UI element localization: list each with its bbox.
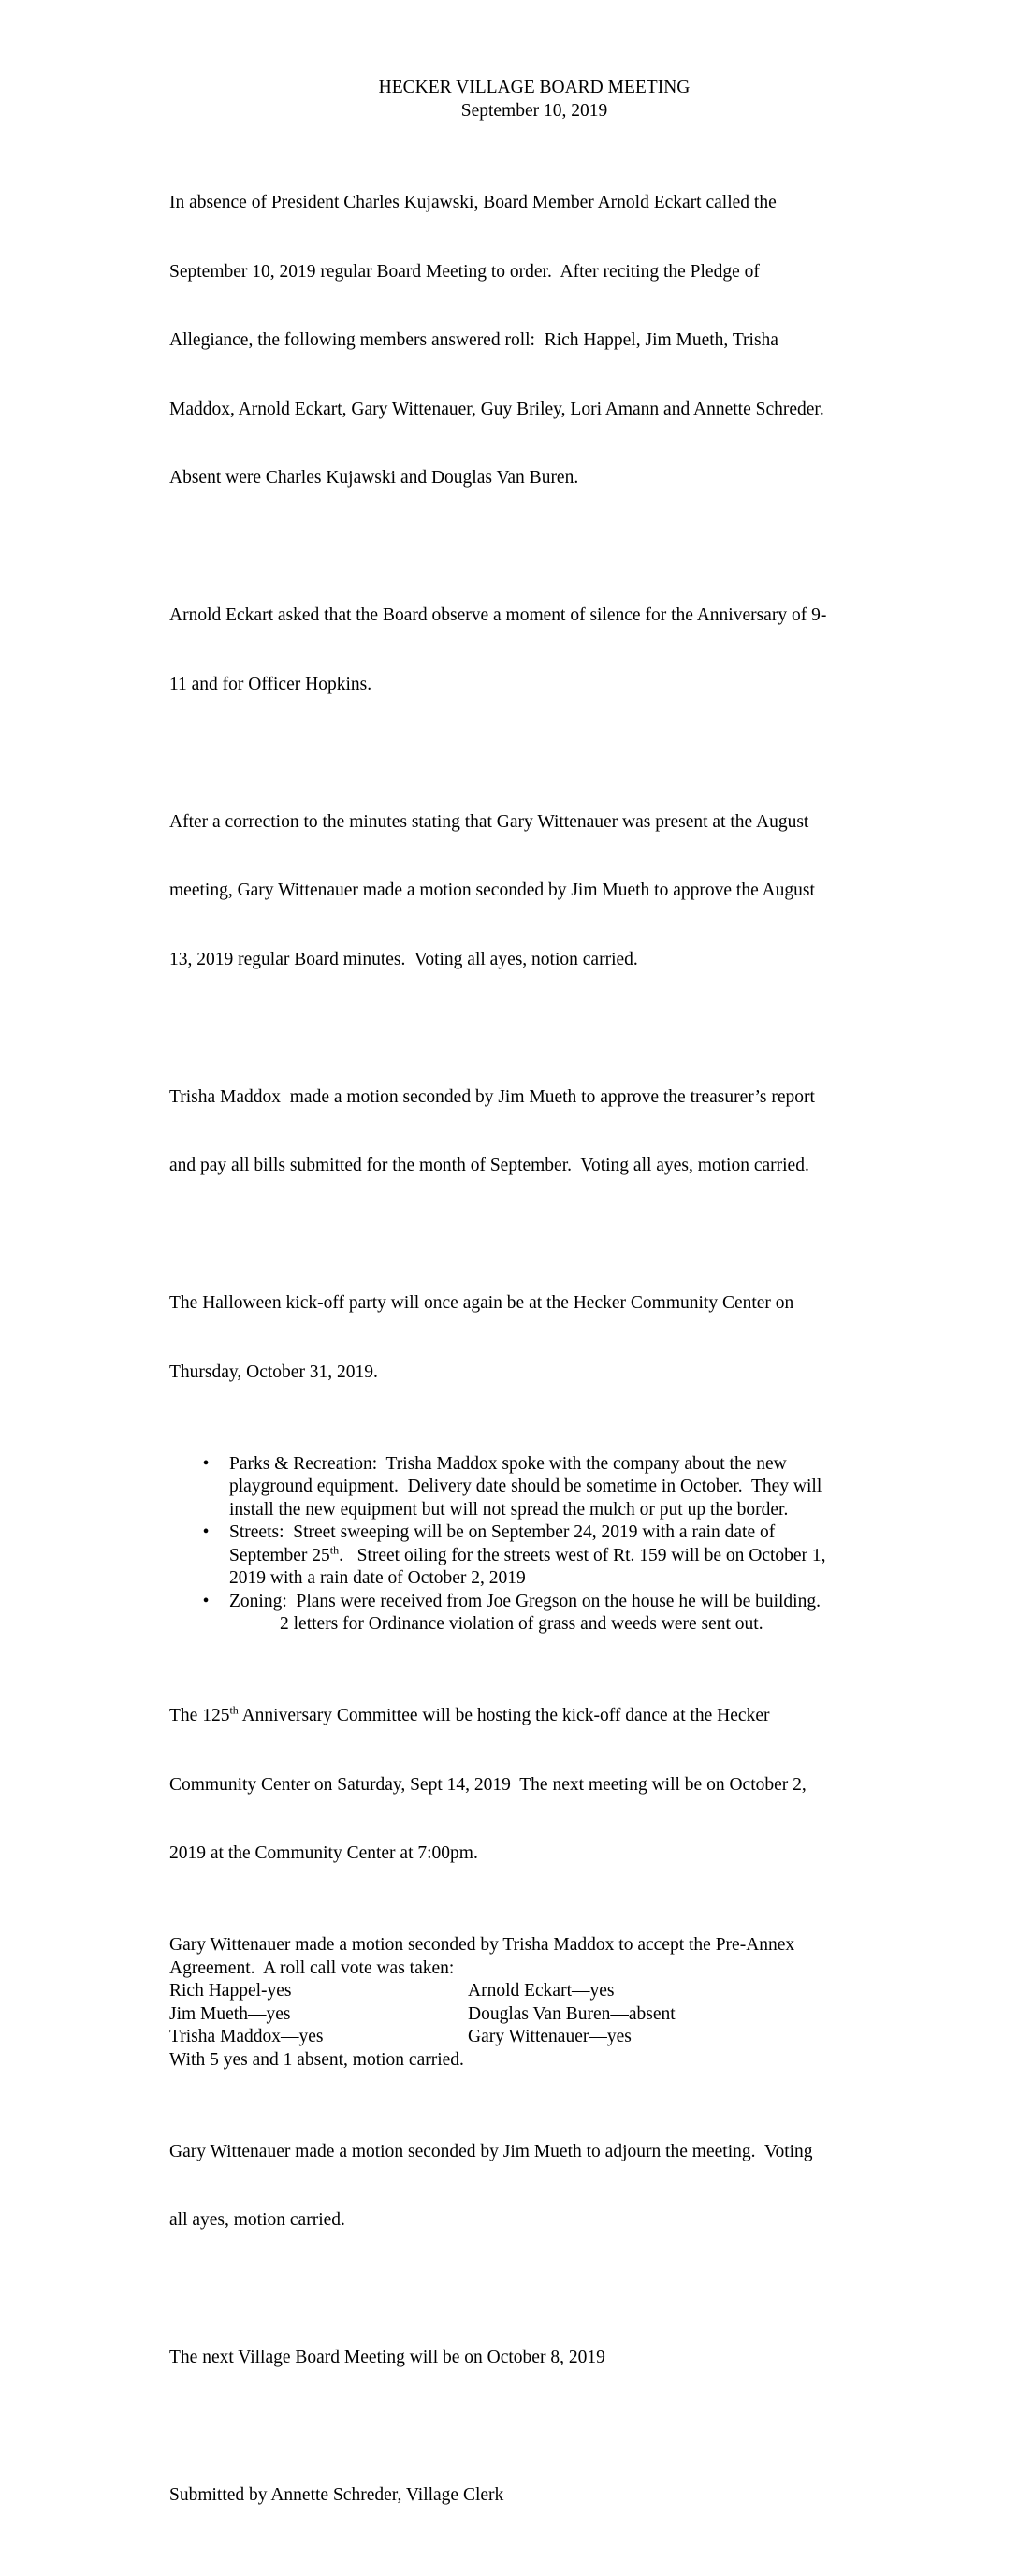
vote-right: Gary Wittenauer—yes bbox=[468, 2027, 632, 2046]
text-line: Agreement. A roll call vote was taken: bbox=[169, 1957, 455, 1978]
text-line: Submitted by Annette Schreder, Village Clerk bbox=[169, 2485, 504, 2505]
text-line: The next Village Board Meeting will be on October 8, 2019 bbox=[169, 2348, 605, 2367]
text-line: Trisha Maddox made a motion seconded by Jim Mueth to approve the treasurer’s report bbox=[169, 1086, 815, 1107]
text-line: Allegiance, the following members answered roll: Rich Happel, Jim Mueth, Trisha bbox=[169, 330, 778, 350]
bullet-icon: • bbox=[202, 1522, 210, 1542]
text-line: 13, 2019 regular Board minutes. Voting all ayes, notion carried. bbox=[169, 949, 638, 969]
text-line: all ayes, motion carried. bbox=[169, 2210, 345, 2230]
vote-left: Trisha Maddox—yes bbox=[169, 2027, 324, 2046]
submitted-by bbox=[169, 2438, 909, 2554]
text-line: Community Center on Saturday, Sept 14, 2019 The next meeting will be on October 2, bbox=[169, 1774, 807, 1795]
text-line bbox=[169, 1705, 909, 1728]
silence-paragraph bbox=[169, 559, 909, 742]
text-fragment: September 25 bbox=[229, 1545, 330, 1565]
minutes-document bbox=[169, 77, 909, 2576]
vote-left: Rich Happel-yes bbox=[169, 1981, 292, 2001]
vote-right: Arnold Eckart—yes bbox=[468, 1981, 615, 2001]
text-fragment: The 125 bbox=[169, 1706, 230, 1725]
vote-result: With 5 yes and 1 absent, motion carried. bbox=[169, 2049, 464, 2070]
text-line: Absent were Charles Kujawski and Douglas Van Buren. bbox=[169, 468, 579, 488]
text-line: Gary Wittenauer made a motion seconded by Jim Mueth to adjourn the meeting. Voting bbox=[169, 2141, 813, 2161]
text-line: Arnold Eckart asked that the Board observe a moment of silence for the Anniversary of 9- bbox=[169, 605, 827, 625]
list-item-zoning bbox=[169, 1591, 909, 1637]
list-item-streets bbox=[169, 1521, 909, 1591]
text-line: After a correction to the minutes stating that Gary Wittenauer was present at the August bbox=[169, 811, 809, 832]
meeting-date: September 10, 2019 bbox=[460, 100, 608, 121]
text-line: and pay all bills submitted for the month of September. Voting all ayes, motion carried. bbox=[169, 1156, 809, 1175]
text-fragment: . Street oiling for the streets west of Rt. 159 will be on October 1, bbox=[339, 1545, 826, 1565]
text-fragment: Anniversary Committee will be hosting the kick-off dance at the Hecker bbox=[238, 1706, 770, 1725]
vote-right: Douglas Van Buren—absent bbox=[468, 2003, 676, 2024]
ordinal-suffix: th bbox=[229, 1703, 239, 1717]
bullet-icon: • bbox=[202, 1453, 210, 1474]
preannex-section bbox=[169, 1934, 909, 2072]
vote-row bbox=[169, 2026, 909, 2049]
anniversary-paragraph bbox=[169, 1659, 909, 1912]
vote-row bbox=[169, 1980, 909, 2003]
text-line: Gary Wittenauer made a motion seconded by Trisha Maddox to accept the Pre-Annex bbox=[169, 1935, 795, 1955]
document-title: HECKER VILLAGE BOARD MEETING bbox=[378, 78, 691, 97]
committee-reports-list bbox=[169, 1453, 909, 1637]
ordinal-suffix: th bbox=[329, 1543, 340, 1556]
text-line: In absence of President Charles Kujawski, Board Member Arnold Eckart called the bbox=[169, 193, 777, 212]
text-line: September 10, 2019 regular Board Meeting to order. After reciting the Pledge of bbox=[169, 261, 760, 282]
next-meeting bbox=[169, 2301, 909, 2416]
text-line: Zoning: Plans were received from Joe Gregson on the house he will be building. bbox=[229, 1591, 821, 1611]
text-line: Streets: Street sweeping will be on September 24, 2019 with a rain date of bbox=[229, 1522, 776, 1542]
text-line: meeting, Gary Wittenauer made a motion seconded by Jim Mueth to approve the August bbox=[169, 880, 815, 900]
text-line: 2019 at the Community Center at 7:00pm. bbox=[169, 1843, 478, 1863]
minutes-approval-paragraph bbox=[169, 765, 909, 1018]
text-line: The Halloween kick-off party will once again be at the Hecker Community Center on bbox=[169, 1293, 794, 1313]
vote-left: Jim Mueth—yes bbox=[169, 2003, 291, 2024]
list-item-parks bbox=[169, 1453, 909, 1522]
text-line: Maddox, Arnold Eckart, Gary Wittenauer, Guy Briley, Lori Amann and Annette Schreder. bbox=[169, 399, 824, 419]
text-line: Thursday, October 31, 2019. bbox=[169, 1361, 378, 1382]
adjourn-paragraph bbox=[169, 2095, 909, 2278]
halloween-paragraph bbox=[169, 1246, 909, 1430]
text-line: playground equipment. Delivery date should be sometime in October. They will bbox=[229, 1477, 822, 1496]
vote-row bbox=[169, 2003, 909, 2027]
roll-call-votes bbox=[169, 1980, 909, 2049]
text-line bbox=[229, 1545, 909, 1568]
intro-paragraph bbox=[169, 146, 909, 536]
bullet-icon: • bbox=[202, 1591, 210, 1611]
text-line: 2019 with a rain date of October 2, 2019 bbox=[229, 1568, 526, 1588]
text-line: install the new equipment but will not spread the mulch or put up the border. bbox=[229, 1499, 789, 1520]
text-line: 11 and for Officer Hopkins. bbox=[169, 674, 372, 694]
treasurer-paragraph bbox=[169, 1041, 909, 1224]
text-line: 2 letters for Ordinance violation of grass and weeds were sent out. bbox=[280, 1614, 764, 1634]
text-line: Parks & Recreation: Trisha Maddox spoke with the company about the new bbox=[229, 1453, 787, 1474]
